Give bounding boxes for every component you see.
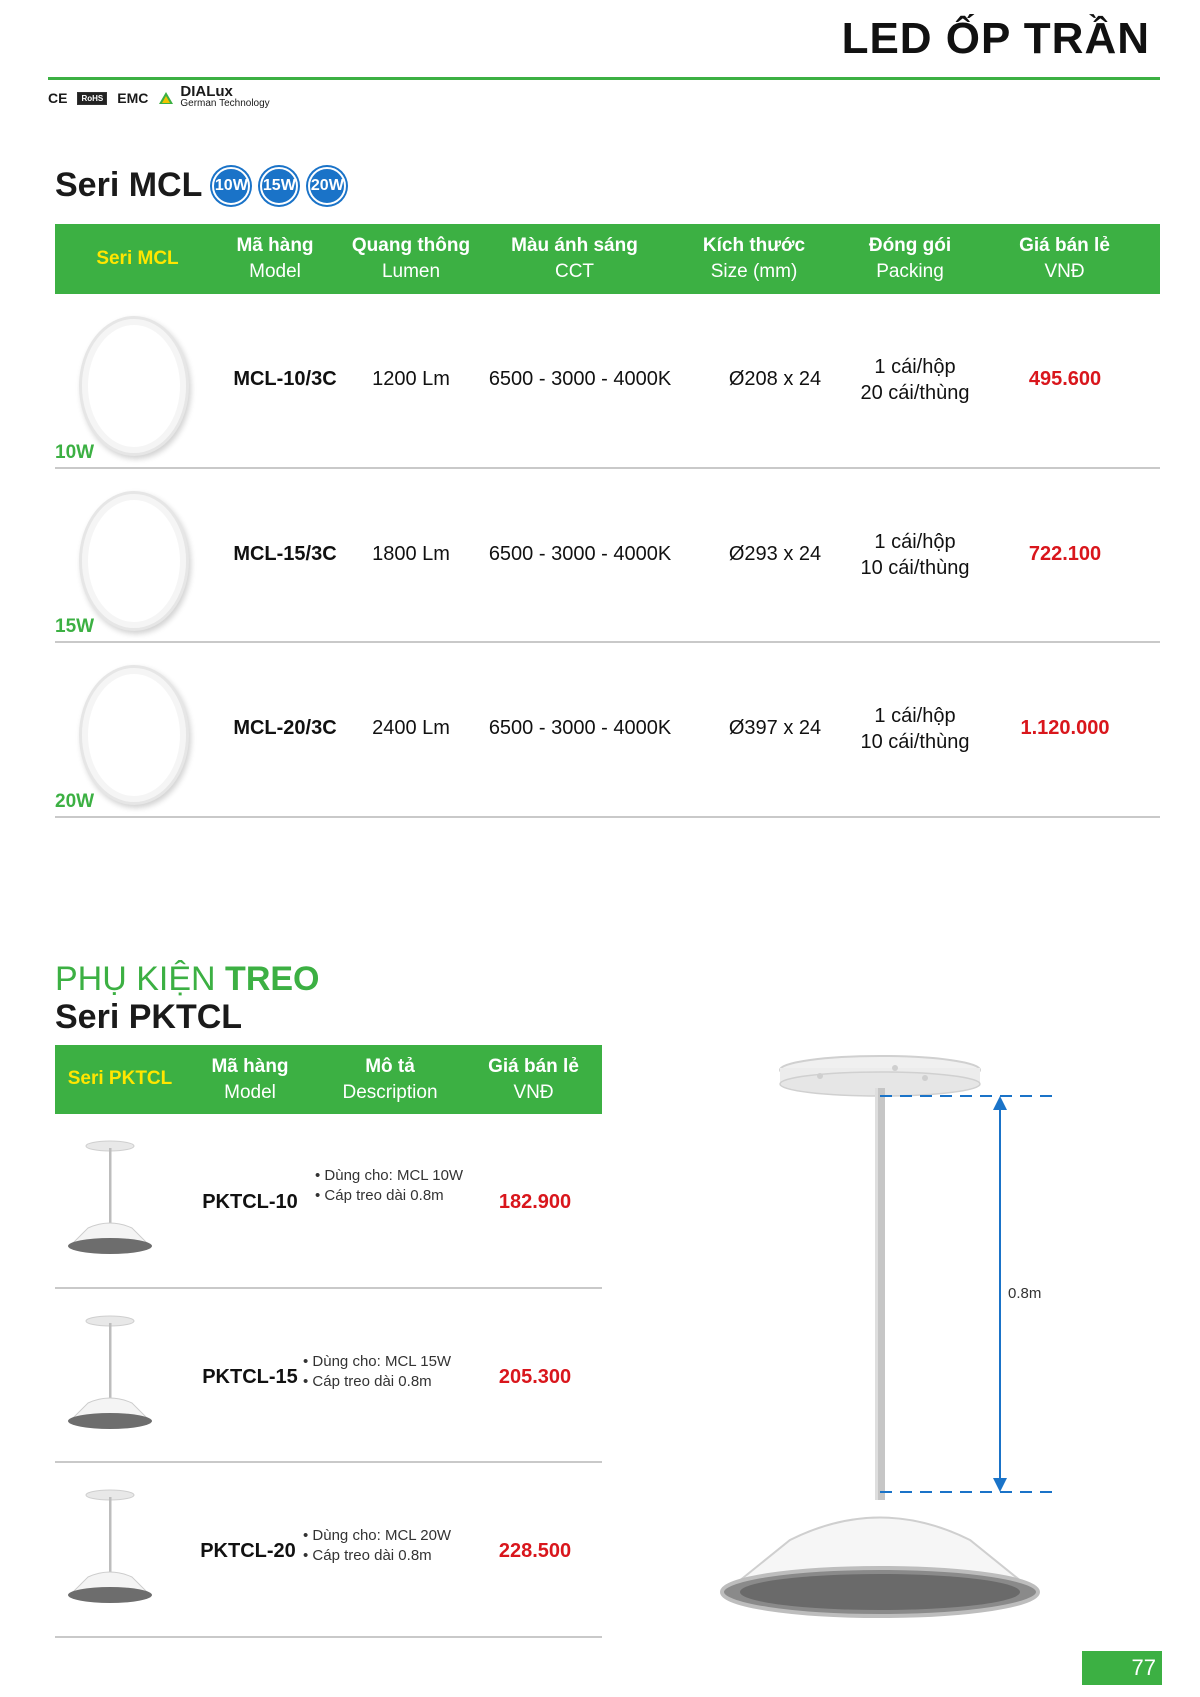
header-price: Giá bán lẻ	[1019, 235, 1110, 256]
emc-logo: EMC	[117, 90, 149, 106]
title-divider	[48, 77, 1160, 80]
watt-badge: 20W	[308, 167, 346, 205]
table-row	[55, 1289, 602, 1463]
pendant-kit-image	[60, 1313, 160, 1433]
model-cell: MCL-20/3C	[233, 717, 337, 739]
pktcl-subtitle: Seri PKTCL	[55, 998, 243, 1036]
header-description: Mô tả	[365, 1055, 415, 1077]
size-cell: Ø397 x 24	[728, 717, 822, 739]
rohs-logo: RoHS	[77, 92, 107, 105]
watt-badge: 15W	[260, 167, 298, 205]
header-seri: Seri PKTCL	[67, 1068, 173, 1089]
table-row	[55, 1114, 602, 1289]
mcl-10-lamp-image	[79, 316, 189, 456]
packing-box: 1 cái/hộp	[874, 356, 956, 378]
packing-cell	[845, 354, 985, 406]
header-model-en: Model	[249, 261, 301, 282]
cct-cell: 6500 - 3000 - 4000K	[488, 543, 672, 565]
mcl-section-title	[55, 166, 346, 205]
price-cell: 228.500	[498, 1540, 572, 1562]
header-model: Mã hàng	[236, 235, 314, 256]
description-line: • Cáp treo dài 0.8m	[303, 1547, 432, 1564]
dialux-logo	[158, 83, 270, 110]
certification-logos	[48, 83, 270, 110]
watt-label: 10W	[55, 442, 95, 463]
price-cell: 1.120.000	[1020, 717, 1110, 739]
lumen-cell: 2400 Lm	[372, 717, 450, 739]
model-cell: PKTCL-10	[202, 1191, 298, 1213]
pktcl-table-header	[55, 1045, 602, 1114]
description-line: • Dùng cho: MCL 20W	[303, 1527, 452, 1544]
description-cell	[303, 1352, 451, 1392]
header-description-en: Description	[342, 1081, 438, 1103]
price-cell: 205.300	[498, 1366, 572, 1388]
accessory-title-light: PHỤ KIỆN	[55, 960, 216, 998]
dialux-triangle-icon	[158, 91, 174, 105]
model-cell: MCL-15/3C	[233, 543, 337, 565]
dialux-name: DIALux	[180, 83, 233, 100]
header-size: Kích thước	[702, 235, 806, 256]
description-cell	[315, 1166, 463, 1206]
header-seri: Seri MCL	[96, 247, 179, 269]
model-cell: PKTCL-20	[200, 1540, 296, 1562]
table-row	[55, 294, 1160, 469]
description-line: • Dùng cho: MCL 10W	[315, 1167, 464, 1184]
header-cct: Màu ánh sáng	[511, 235, 638, 256]
pendant-kit-image	[60, 1138, 160, 1258]
pendant-kit-image	[60, 1487, 160, 1607]
watt-label: 20W	[55, 791, 95, 812]
description-cell	[303, 1526, 451, 1566]
pendant-dimension-diagram	[680, 1040, 1100, 1630]
packing-carton: 10 cái/thùng	[860, 557, 970, 579]
size-cell: Ø208 x 24	[728, 368, 822, 390]
description-line: • Cáp treo dài 0.8m	[315, 1187, 444, 1204]
page-title: LED ỐP TRẦN	[841, 14, 1150, 63]
ce-logo: CE	[48, 90, 68, 106]
watt-label: 15W	[55, 616, 95, 637]
header-lumen: Quang thông	[351, 235, 471, 256]
accessory-section-title	[55, 960, 320, 999]
price-cell: 722.100	[1028, 543, 1102, 565]
page-number: 77	[1082, 1651, 1162, 1685]
price-cell: 495.600	[1028, 368, 1102, 390]
table-row	[55, 643, 1160, 818]
cct-cell: 6500 - 3000 - 4000K	[488, 368, 672, 390]
header-price: Giá bán lẻ	[488, 1055, 579, 1077]
watt-badge: 10W	[212, 167, 250, 205]
lumen-cell: 1800 Lm	[372, 543, 450, 565]
header-cct-en: CCT	[554, 261, 595, 282]
header-size-en: Size (mm)	[710, 261, 798, 282]
header-model: Mã hàng	[211, 1055, 289, 1077]
mcl-20-lamp-image	[79, 665, 189, 805]
price-cell: 182.900	[498, 1191, 572, 1213]
model-cell: PKTCL-15	[202, 1366, 298, 1388]
packing-box: 1 cái/hộp	[874, 705, 956, 727]
header-price-en: VNĐ	[1044, 261, 1085, 282]
table-row	[55, 1463, 602, 1638]
mcl-title: Seri MCL	[55, 166, 203, 204]
mcl-table-header	[55, 224, 1160, 294]
packing-cell	[845, 529, 985, 581]
description-line: • Cáp treo dài 0.8m	[303, 1373, 432, 1390]
packing-box: 1 cái/hộp	[874, 531, 956, 553]
size-cell: Ø293 x 24	[728, 543, 822, 565]
dimension-label: 0.8m	[1008, 1285, 1042, 1302]
cct-cell: 6500 - 3000 - 4000K	[488, 717, 672, 739]
header-packing-en: Packing	[876, 261, 944, 282]
dialux-tagline: German Technology	[180, 98, 270, 109]
mcl-15-lamp-image	[79, 491, 189, 631]
packing-carton: 10 cái/thùng	[860, 731, 970, 753]
description-line: • Dùng cho: MCL 15W	[303, 1353, 452, 1370]
lumen-cell: 1200 Lm	[372, 368, 450, 390]
packing-cell	[845, 703, 985, 755]
table-row	[55, 469, 1160, 643]
packing-carton: 20 cái/thùng	[860, 382, 970, 404]
model-cell: MCL-10/3C	[233, 368, 337, 390]
header-packing: Đóng gói	[868, 235, 952, 256]
header-lumen-en: Lumen	[381, 261, 441, 282]
accessory-title-bold: TREO	[225, 960, 320, 998]
header-price-en: VNĐ	[513, 1081, 554, 1103]
header-model-en: Model	[224, 1081, 276, 1103]
